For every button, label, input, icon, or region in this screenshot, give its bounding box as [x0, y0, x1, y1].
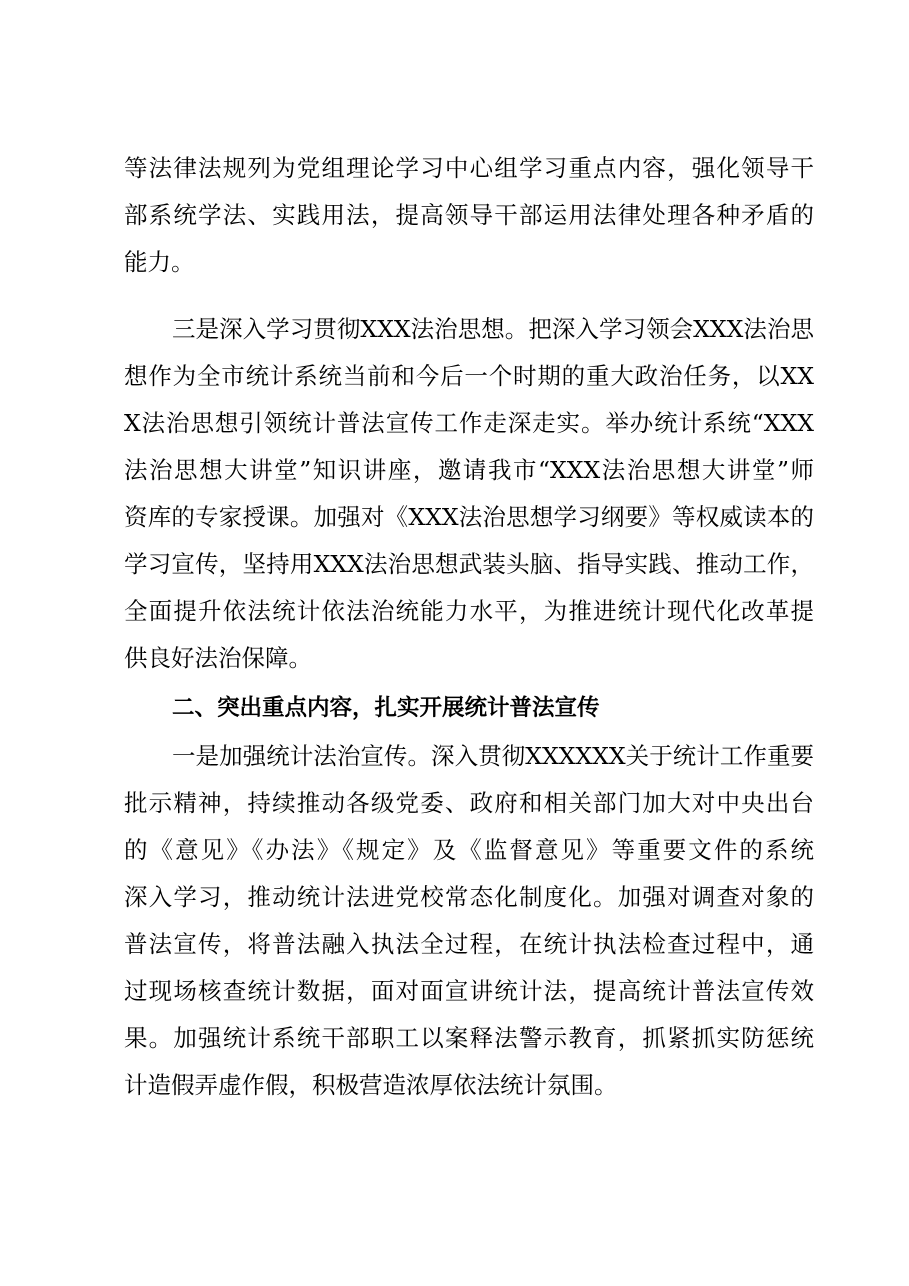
paragraph-line: 过现场核查统计数据，面对面宣讲统计法，提高统计普法宣传效: [124, 977, 814, 1005]
section-heading: 二、突出重点内容，扎实开展统计普法宣传: [172, 695, 600, 721]
paragraph-line: 部系统学法、实践用法，提高领导干部运用法律处理各种矛盾的: [124, 201, 814, 229]
paragraph-line: 能力。: [124, 248, 195, 276]
paragraph-line: 法治思想大讲堂”知识讲座，邀请我市“XXX法治思想大讲堂”师: [124, 456, 814, 484]
paragraph-line: 批示精神，持续推动各级党委、政府和相关部门加大对中央出台: [124, 789, 814, 817]
paragraph-line: 学习宣传，坚持用XXX法治思想武装头脑、指导实践、推动工作，: [124, 550, 814, 578]
paragraph-line: 普法宣传，将普法融入执法全过程，在统计执法检查过程中，通: [124, 930, 814, 958]
paragraph-line: 三是深入学习贯彻XXX法治思想。把深入学习领会XXX法治思: [172, 315, 814, 343]
paragraph-line: 想作为全市统计系统当前和今后一个时期的重大政治任务，以XX: [124, 362, 814, 390]
paragraph-line: 的《意见》《办法》《规定》及《监督意见》等重要文件的系统: [124, 836, 814, 864]
paragraph-line: X法治思想引领统计普法宣传工作走深走实。举办统计系统“XXX: [124, 409, 814, 437]
paragraph-line: 计造假弄虚作假，积极营造浓厚依法统计氛围。: [124, 1071, 618, 1099]
paragraph-line: 等法律法规列为党组理论学习中心组学习重点内容，强化领导干: [124, 154, 814, 182]
paragraph-line: 一是加强统计法治宣传。深入贯彻XXXXXX关于统计工作重要: [172, 742, 814, 770]
paragraph-line: 果。加强统计系统干部职工以案释法警示教育，抓紧抓实防惩统: [124, 1024, 814, 1052]
paragraph-line: 供良好法治保障。: [124, 644, 312, 672]
paragraph-line: 全面提升依法统计依法治统能力水平，为推进统计现代化改革提: [124, 597, 814, 625]
paragraph-line: 深入学习，推动统计法进党校常态化制度化。加强对调查对象的: [124, 883, 814, 911]
paragraph-line: 资库的专家授课。加强对《XXX法治思想学习纲要》等权威读本的: [124, 503, 814, 531]
